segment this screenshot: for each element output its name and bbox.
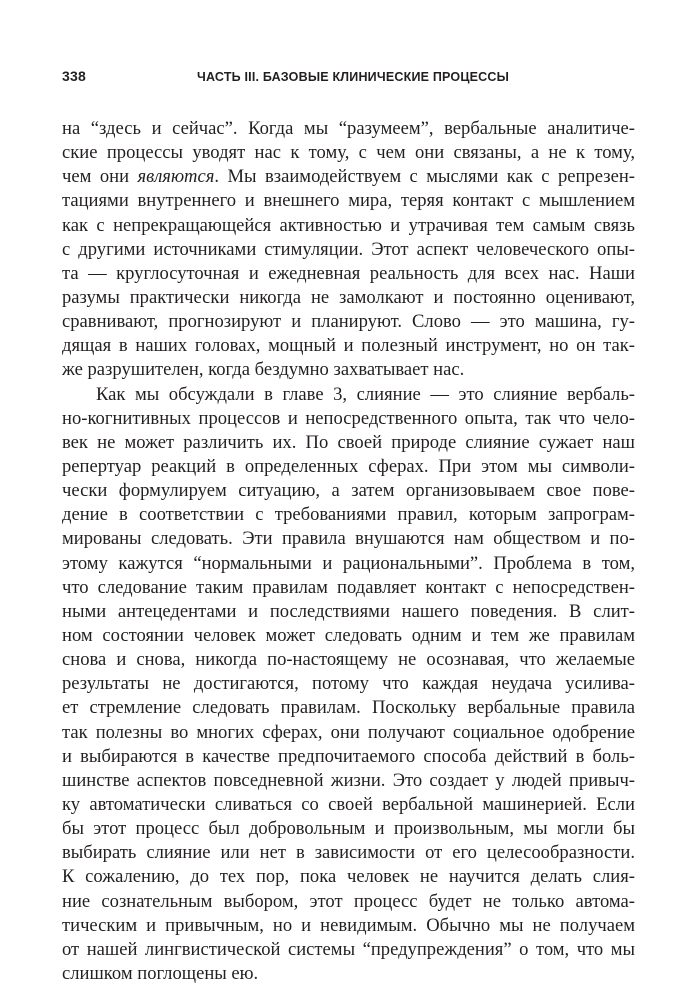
text-line: чески формулируем ситуацию, а затем организовываем свое пове- <box>62 480 635 502</box>
text-line: бы этот процесс был добровольным и произвольным, мы могли бы <box>62 818 635 840</box>
paragraph-2 <box>62 383 635 987</box>
text-line: ку автоматически сливаться со своей вербальной машинерией. Если <box>62 793 635 815</box>
text-line: на “здесь и сейчас”. Когда мы “разумеем”, вербальные аналитиче- <box>62 118 635 139</box>
text-line: разумы практически никогда не замолкают и постоянно оценивают, <box>62 286 635 308</box>
text-line: тическим и привычным, но и невидимым. Обычно мы не получаем <box>62 914 635 936</box>
text-line: ские процессы уводят нас к тому, с чем они связаны, а не к тому, <box>62 142 635 164</box>
text-line: дящая в наших головах, мощный и полезный инструмент, но он так- <box>62 335 635 357</box>
book-page <box>62 68 635 986</box>
text-line: мированы следовать. Эти правила внушаются нам обществом и по- <box>62 528 635 550</box>
text-line: Как мы обсуждали в главе 3, слияние — это слияние вербаль- <box>96 383 635 405</box>
text-line: выбирать слияние или нет в зависимости от его целесообразности. <box>62 842 635 864</box>
text-segment: . Мы взаимодействуем с мыслями как с репрезен- <box>214 166 635 188</box>
text-line: как с непрекращающейся активностью и утрачивая тем самым связь <box>62 214 635 236</box>
text-line: результаты не достигаются, потому что каждая неудача усилива- <box>62 673 635 695</box>
running-head <box>62 68 635 96</box>
text-line: с другими источниками стимуляции. Этот аспект человеческого опы- <box>62 238 635 260</box>
text-line: ет стремление следовать правилам. Поскольку вербальные правила <box>62 697 635 719</box>
text-line: тациями внутреннего и внешнего мира, теряя контакт с мышлением <box>62 190 635 212</box>
text-line: же разрушителен, когда бездумно захватывает нас. <box>62 359 465 381</box>
text-line: шинстве аспектов повседневной жизни. Это создает у людей привыч- <box>62 769 635 791</box>
page-number: 338 <box>62 68 86 84</box>
text-line: что следование таким правилам подавляет контакт с непосредствен- <box>62 576 635 598</box>
text-line: ными антецедентами и последствиями нашего поведения. В слит- <box>62 600 635 622</box>
text-line: слишком поглощены ею. <box>62 962 259 984</box>
text-line: репертуар реакций в определенных сферах. При этом мы символи- <box>62 455 635 477</box>
body-text <box>62 117 635 986</box>
text-line <box>62 165 635 189</box>
text-line: сравнивают, прогнозируют и планируют. Слово — это машина, гу- <box>62 311 635 333</box>
text-line: но-когнитивных процессов и непосредственного опыта, так что чело- <box>62 407 635 429</box>
text-line: снова и снова, никогда по-настоящему не осознавая, что желаемые <box>62 649 635 671</box>
text-line: так полезны во многих сферах, они получают социальное одобрение <box>62 721 635 743</box>
text-segment: чем они <box>62 166 138 188</box>
text-line: век не может различить их. По своей природе слияние сужает наш <box>62 431 635 453</box>
text-line: дение в соответствии с требованиями правил, которым запрограм- <box>62 504 635 526</box>
text-line: та — круглосуточная и ежедневная реальность для всех нас. Наши <box>62 262 635 284</box>
text-line: К сожалению, до тех пор, пока человек не научится делать слия- <box>62 866 635 888</box>
paragraph-1 <box>62 117 635 383</box>
text-line: ние сознательным выбором, этот процесс будет не только автома- <box>62 890 635 912</box>
chapter-title: ЧАСТЬ III. БАЗОВЫЕ КЛИНИЧЕСКИЕ ПРОЦЕССЫ <box>197 70 510 84</box>
text-line: и выбираются в качестве предпочитаемого способа действий в боль- <box>62 745 635 767</box>
text-line: от нашей лингвистической системы “предупреждения” о том, что мы <box>62 938 635 960</box>
text-line: ном состоянии человек может следовать одним и тем же правилам <box>62 624 635 646</box>
emphasized-word: являются <box>137 166 215 188</box>
text-line: этому кажутся “нормальными и рациональными”. Проблема в том, <box>62 552 635 574</box>
